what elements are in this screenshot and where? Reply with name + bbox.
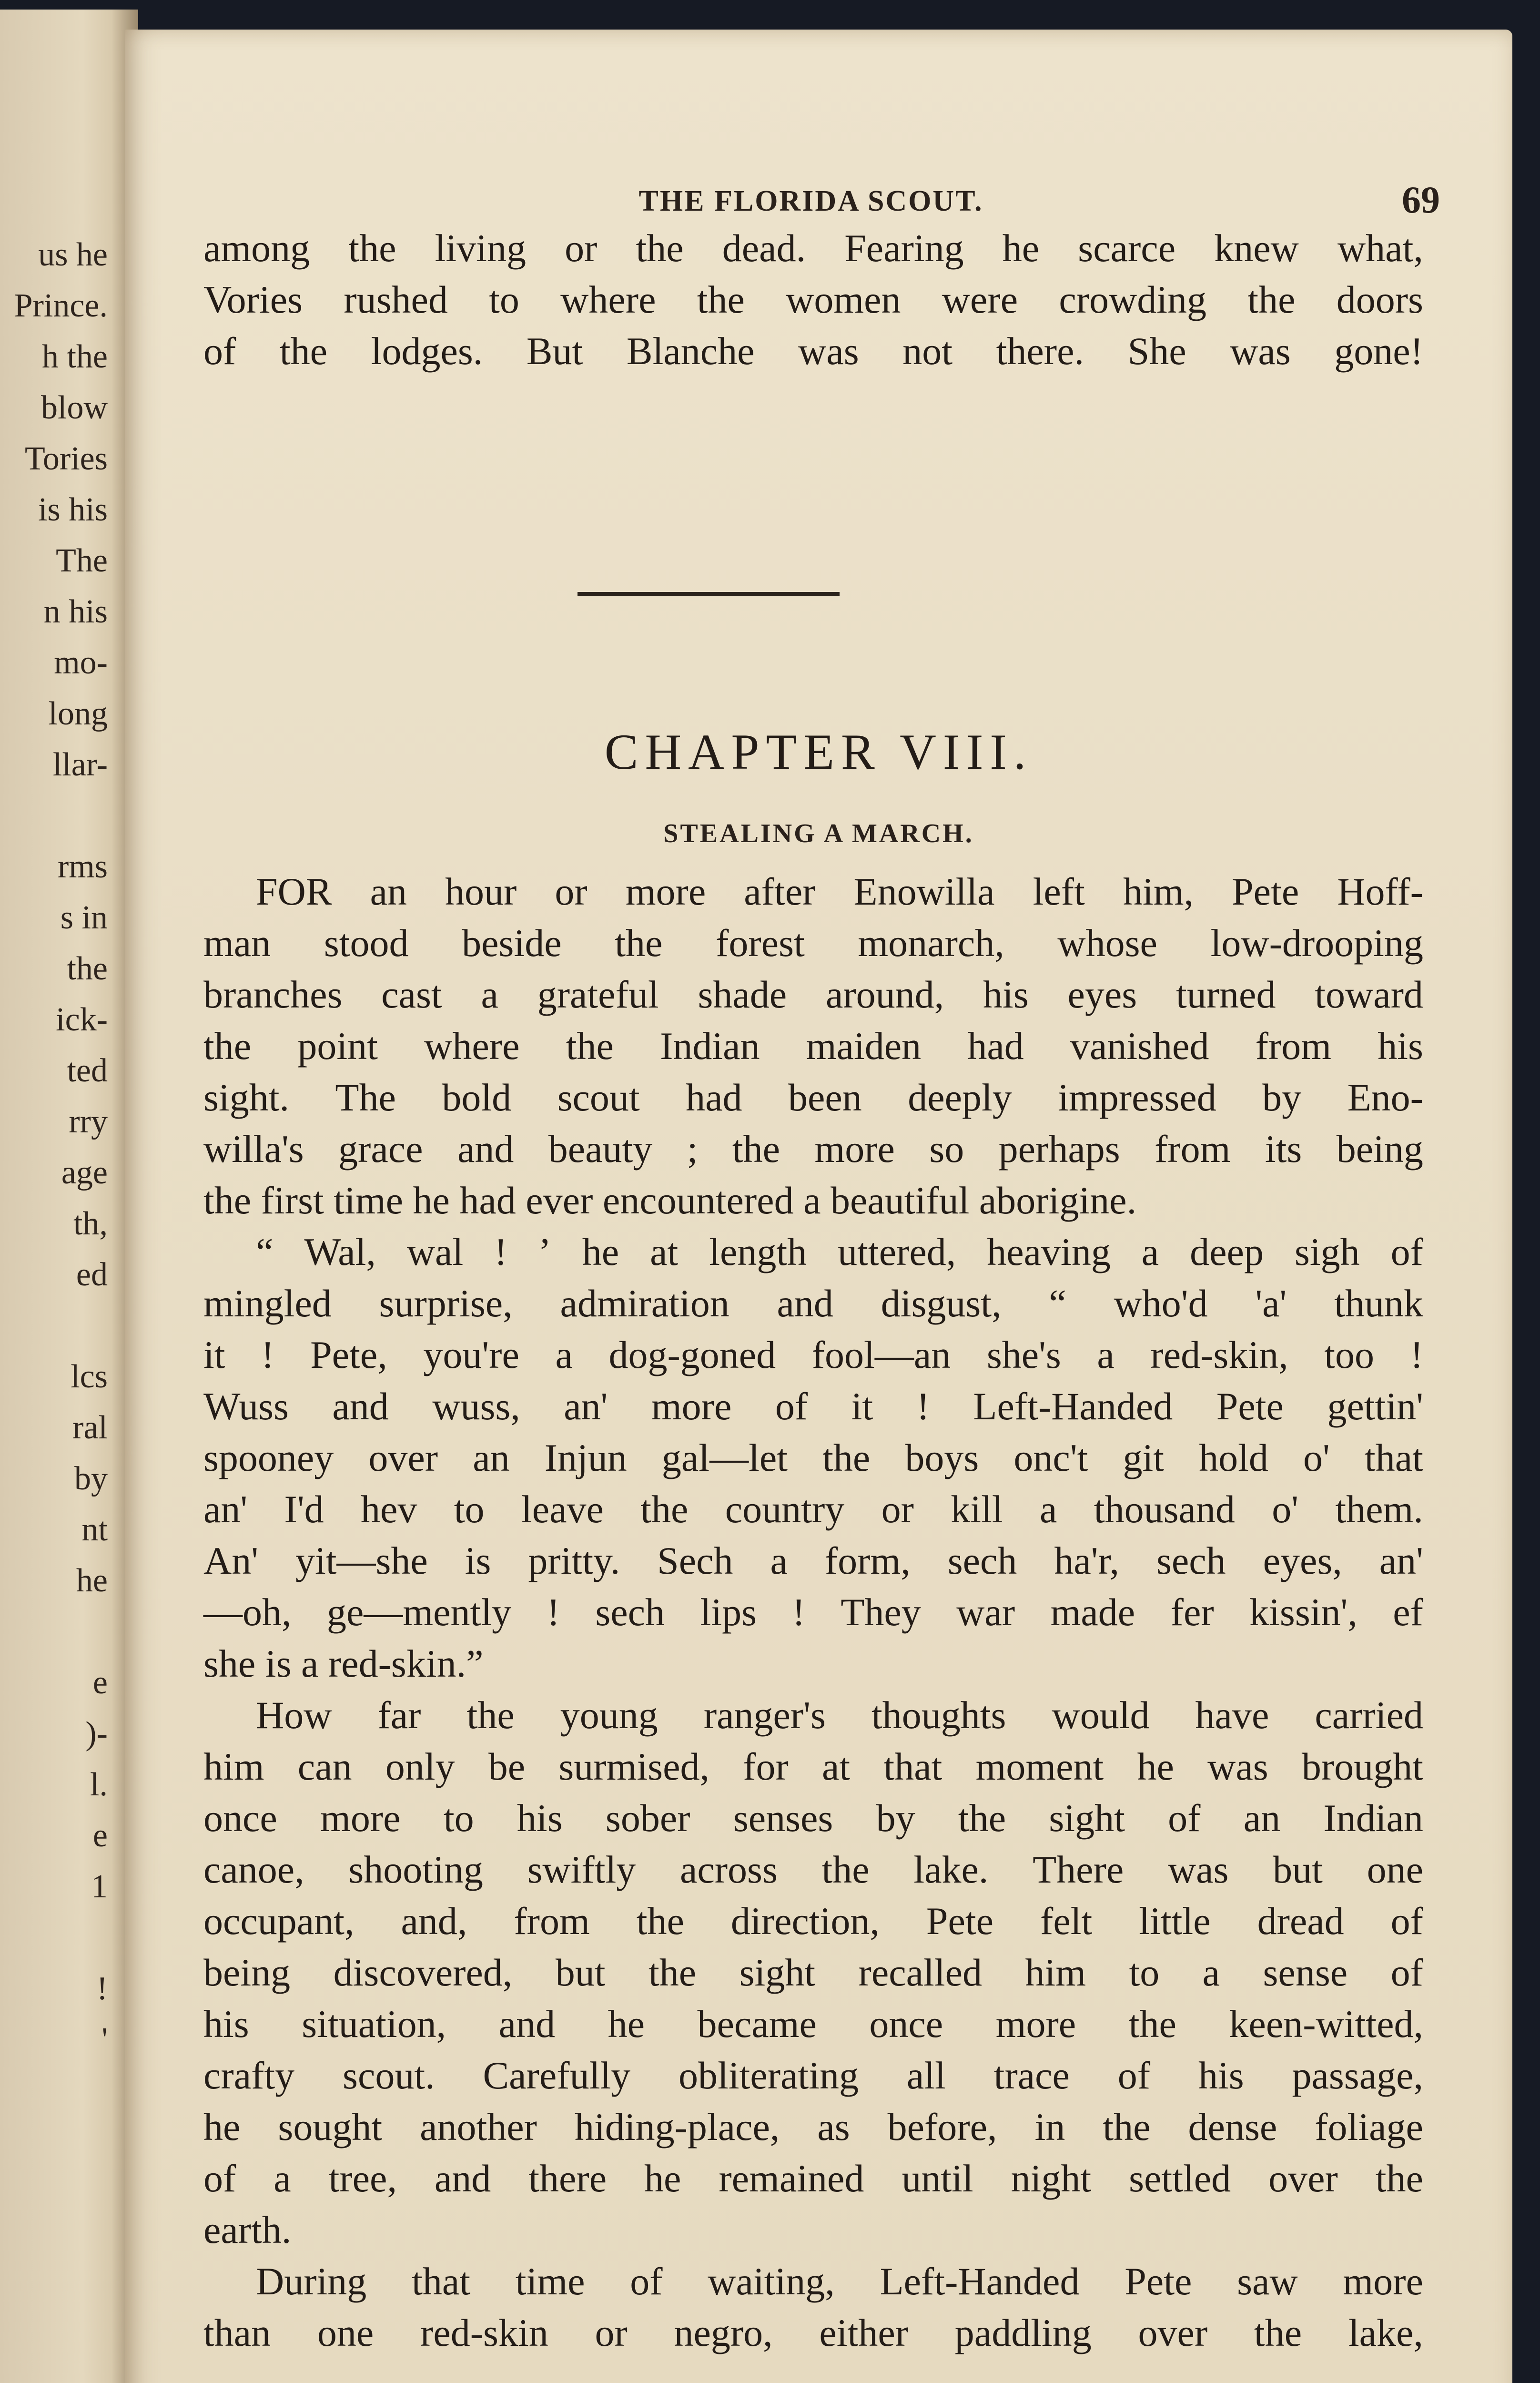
body-line: than one red-skin or negro, either paddling over the lake, xyxy=(203,2311,1423,2354)
body-line: he sought another hiding-place, as before, in the dense foliage xyxy=(203,2105,1423,2149)
facing-page-fragment: Tories xyxy=(25,440,108,477)
opening-line: of the lodges. But Blanche was not there. She was gone! xyxy=(203,329,1423,373)
body-line: being discovered, but the sight recalled him to a sense of xyxy=(203,1951,1423,1994)
body-line: she is a red-skin.” xyxy=(203,1642,484,1685)
facing-page-fragment: rms xyxy=(58,848,108,885)
facing-page-fragment: )- xyxy=(85,1715,108,1752)
body-line: once more to his sober senses by the sight of an Indian xyxy=(203,1796,1423,1840)
body-line: it ! Pete, you're a dog-goned fool—an she's a red-skin, too ! xyxy=(203,1333,1423,1376)
body-line: an' I'd hev to leave the country or kill a thousand o' them. xyxy=(203,1487,1423,1531)
facing-page-fragment: ted xyxy=(67,1052,108,1089)
body-line: him can only be surmised, for at that moment he was brought xyxy=(203,1745,1423,1788)
body-line: occupant, and, from the direction, Pete felt little dread of xyxy=(203,1899,1423,1943)
facing-page-fragment: us he xyxy=(38,236,108,273)
facing-page-edge xyxy=(0,10,138,2383)
facing-page-fragment: blow xyxy=(41,389,108,426)
facing-page-fragment: long xyxy=(48,695,108,732)
body-line: “ Wal, wal ! ’ he at length uttered, heaving a deep sigh of xyxy=(256,1230,1423,1273)
facing-page-fragment: mo- xyxy=(54,644,108,681)
facing-page-fragment: e xyxy=(92,1664,108,1701)
body-line: earth. xyxy=(203,2208,292,2251)
body-line: willa's grace and beauty ; the more so perhaps from its being xyxy=(203,1127,1423,1171)
facing-page-fragment: ick- xyxy=(56,1001,108,1038)
facing-page-fragment: l. xyxy=(90,1766,108,1803)
facing-page-fragment: ! xyxy=(96,1970,108,2007)
facing-page-fragment: s in xyxy=(60,899,108,936)
body-line: —oh, ge—mently ! sech lips ! They war made fer kissin', ef xyxy=(203,1590,1423,1634)
facing-page-fragment: h the xyxy=(41,338,108,375)
body-line: branches cast a grateful shade around, his eyes turned toward xyxy=(203,973,1423,1016)
facing-page-fragment: by xyxy=(74,1460,108,1497)
opening-line: Vories rushed to where the women were crowding the doors xyxy=(203,278,1423,321)
facing-page-fragment: ral xyxy=(72,1409,108,1446)
chapter-title: CHAPTER VIII. xyxy=(604,724,1033,780)
facing-page-fragment: ed xyxy=(76,1256,108,1293)
body-line: mingled surprise, admiration and disgust, “ who'd 'a' thunk xyxy=(203,1282,1423,1325)
body-line: spooney over an Injun gal—let the boys onc't git hold o' that xyxy=(203,1436,1423,1479)
facing-page-fragment: n his xyxy=(43,593,108,630)
facing-page-fragment: he xyxy=(76,1562,108,1599)
facing-page-fragment: llar- xyxy=(52,746,108,783)
facing-page-fragment: lcs xyxy=(71,1358,108,1395)
body-line: sight. The bold scout had been deeply impressed by Eno- xyxy=(203,1076,1423,1119)
body-line: How far the young ranger's thoughts would have carried xyxy=(256,1693,1423,1737)
facing-page-fragment: ' xyxy=(101,2021,108,2058)
facing-page-fragment: is his xyxy=(38,491,108,528)
chapter-subtitle: STEALING A MARCH. xyxy=(663,819,974,848)
body-line: Wuss and wuss, an' more of it ! Left-Handed Pete gettin' xyxy=(203,1385,1423,1428)
body-line: During that time of waiting, Left-Handed Pete saw more xyxy=(256,2260,1423,2303)
body-line: An' yit—she is pritty. Sech a form, sech ha'r, sech eyes, an' xyxy=(203,1539,1423,1582)
body-line: the point where the Indian maiden had vanished from his xyxy=(203,1024,1423,1068)
book-page xyxy=(125,30,1512,2383)
body-line: crafty scout. Carefully obliterating all trace of his passage, xyxy=(203,2054,1423,2097)
body-line: the first time he had ever encountered a beautiful aborigine. xyxy=(203,1179,1137,1222)
facing-page-fragment: nt xyxy=(81,1511,108,1548)
facing-page-fragment: 1 xyxy=(91,1868,108,1905)
facing-page-fragment: the xyxy=(67,950,108,987)
body-line: FOR an hour or more after Enowilla left him, Pete Hoff- xyxy=(256,870,1423,913)
facing-page-fragment: rry xyxy=(69,1103,108,1140)
body-line: of a tree, and there he remained until night settled over the xyxy=(203,2157,1423,2200)
body-line: canoe, shooting swiftly across the lake. There was but one xyxy=(203,1848,1423,1891)
facing-page-fragment: The xyxy=(56,542,108,579)
page-number: 69 xyxy=(1402,179,1440,221)
facing-page-fragment: e xyxy=(92,1817,108,1854)
section-divider-rule xyxy=(578,592,840,596)
running-title: THE FLORIDA SCOUT. xyxy=(638,185,983,217)
opening-line: among the living or the dead. Fearing he scarce knew what, xyxy=(203,226,1423,270)
facing-page-fragment: Prince. xyxy=(14,287,108,324)
facing-page-fragment: age xyxy=(61,1154,108,1191)
body-line: man stood beside the forest monarch, whose low-drooping xyxy=(203,921,1423,965)
facing-page-fragment: th, xyxy=(73,1205,108,1242)
body-line: his situation, and he became once more the keen-witted, xyxy=(203,2002,1423,2046)
